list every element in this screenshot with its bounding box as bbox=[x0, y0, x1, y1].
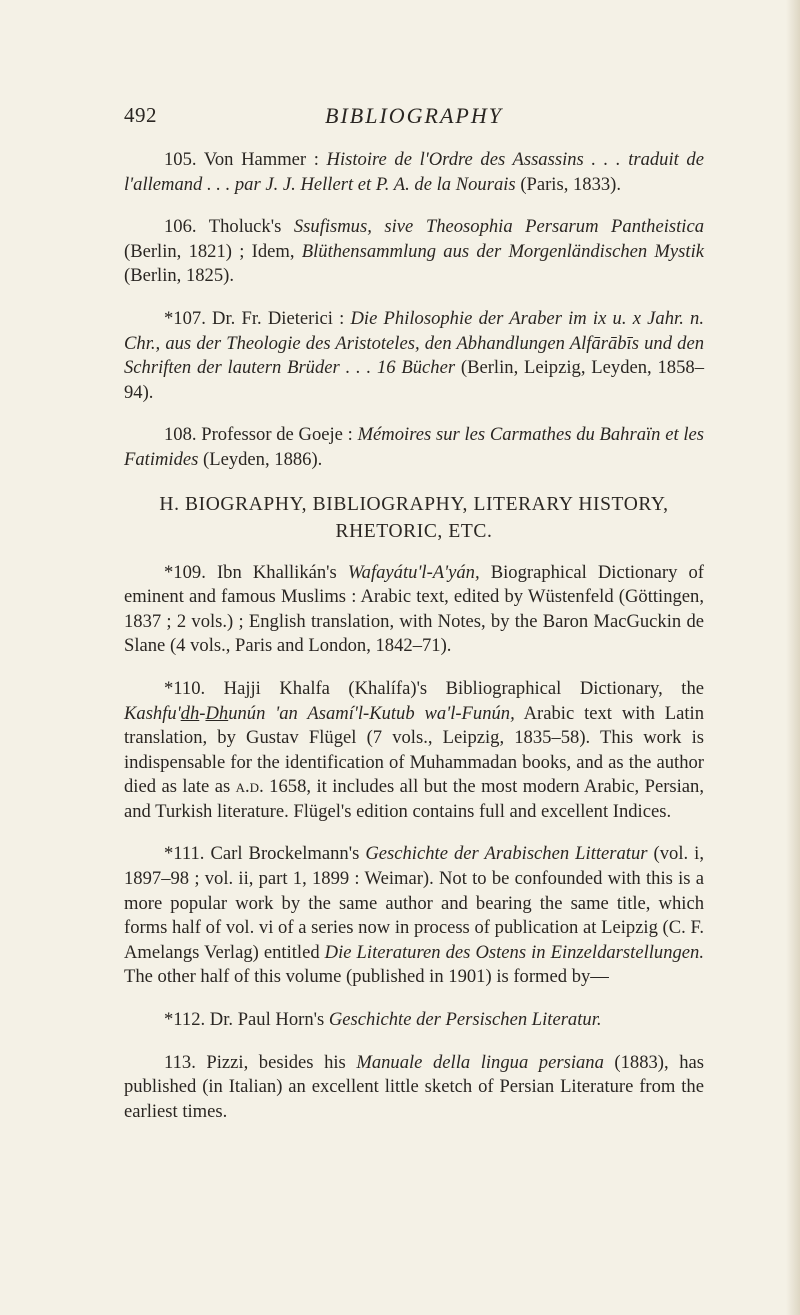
title: Kashfu'dh-Dhunún 'an Asamí'l-Kutub wa'l-Funún, bbox=[124, 702, 515, 724]
title: Histoire de l'Ordre des Assassins . . . traduit de l'allemand . . . par J. J. Hellert et P. A. de la Nourais bbox=[124, 149, 704, 195]
title: Ssufismus, sive Theosophia Persarum Pantheistica bbox=[293, 216, 705, 238]
page-header bbox=[124, 103, 704, 135]
page-edge-shadow bbox=[786, 0, 800, 1315]
entry-number: 106. bbox=[164, 216, 197, 238]
entry-number: *107. bbox=[164, 307, 206, 329]
entry-number: *111. bbox=[164, 843, 205, 865]
title: Wafayátu'l-A'yán, bbox=[347, 561, 480, 583]
entry-number: *110. bbox=[164, 677, 206, 699]
entry-111: *111. Carl Brockelmann's Geschichte der Arabischen Litteratur (vol. i, 1897–98 ; vol. ii, part 1, 1899 : Weimar). Not to be confounded with this is a more popular work by the same author and bearing the same title, which forms half of vol. vi of a series now in process of publication at Leipzig (C. F. Amelangs Verlag) entitled Die Literaturen des Ostens in Einzeldarstellungen. The other half of this volume (published in 1901) is formed by— bbox=[124, 843, 704, 988]
entry-108: 108. Professor de Goeje : Mémoires sur les Carmathes du Bahraïn et les Fatimides (Leyden, 1886). bbox=[124, 424, 705, 470]
entry-109: *109. Ibn Khallikán's Wafayátu'l-A'yán, Biographical Dictionary of eminent and famous Muslims : Arabic text, edited by Wüstenfeld (Göttingen, 1837 ; 2 vols.) ; English translation, with Notes, by the Baron MacGuckin de Slane (4 vols., Paris and London, 1842–71). bbox=[124, 561, 704, 657]
page-number: 492 bbox=[124, 103, 157, 127]
entry-105: 105. Von Hammer : Histoire de l'Ordre des Assassins . . . traduit de l'allemand . . . par J. J. Hellert et P. A. de la Nourais (Paris, 1833). bbox=[124, 149, 704, 195]
bibliography-body bbox=[124, 148, 704, 1142]
entry-number: 108. bbox=[164, 424, 197, 446]
entry-number: 113. bbox=[164, 1051, 196, 1073]
section-heading: H. BIOGRAPHY, BIBLIOGRAPHY, LITERARY HISTORY, RHETORIC, ETC. bbox=[159, 493, 669, 542]
entry-113: 113. Pizzi, besides his Manuale della lingua persiana (1883), has published (in Italian) an excellent little sketch of Persian Literature from the earliest times. bbox=[124, 1051, 704, 1122]
entry-112: *112. Dr. Paul Horn's Geschichte der Persischen Literatur. bbox=[164, 1009, 602, 1031]
entry-number: 105. bbox=[164, 149, 197, 170]
title: Manuale della lingua persiana bbox=[356, 1051, 604, 1073]
title: Geschichte der Persischen Literatur. bbox=[328, 1009, 602, 1031]
title: Geschichte der Arabischen Litteratur bbox=[365, 843, 648, 865]
title: Die Literaturen des Ostens in Einzeldarstellungen. bbox=[324, 941, 704, 963]
entry-107: *107. Dr. Fr. Dieterici : Die Philosophie der Araber im ix u. x Jahr. n. Chr., aus der Theologie des Aristoteles, den Abhandlungen Alfārābīs und den Schriften der lautern Brüder . . . 16 Bücher (Berlin, Leipzig, Leyden, 1858–94). bbox=[124, 307, 704, 403]
title: Mémoires sur les Carmathes du Bahraïn et les Fatimides bbox=[124, 424, 705, 470]
running-head: BIBLIOGRAPHY bbox=[325, 103, 503, 128]
entry-number: *109. bbox=[164, 561, 206, 583]
entry-110: *110. Hajji Khalfa (Khalífa)'s Bibliographical Dictionary, the Kashfu'dh-Dhunún 'an Asamí'l-Kutub wa'l-Funún, Arabic text with Latin translation, by Gustav Flügel (7 vols., Leipzig, 1835–58). This work is indispensable for the identification of Muhammadan books, and as the author died as late as a.d. 1658, it includes all but the most modern Arabic, Persian, and Turkish literature. Flügel's edition contains full and excellent Indices. bbox=[124, 677, 705, 822]
title: Blüthensammlung aus der Morgenländischen Mystik bbox=[301, 240, 704, 262]
entry-number: *112. bbox=[164, 1009, 206, 1031]
title: Die Philosophie der Araber im ix u. x Jahr. n. Chr., aus der Theologie des Aristoteles, den Abhandlungen Alfārābīs und den Schriften der lautern Brüder . . . 16 Bücher bbox=[124, 307, 704, 379]
entry-106: 106. Tholuck's Ssufismus, sive Theosophia Persarum Pantheistica (Berlin, 1821) ; Idem, Blüthensammlung aus der Morgenländischen Mystik (Berlin, 1825). bbox=[124, 216, 705, 287]
